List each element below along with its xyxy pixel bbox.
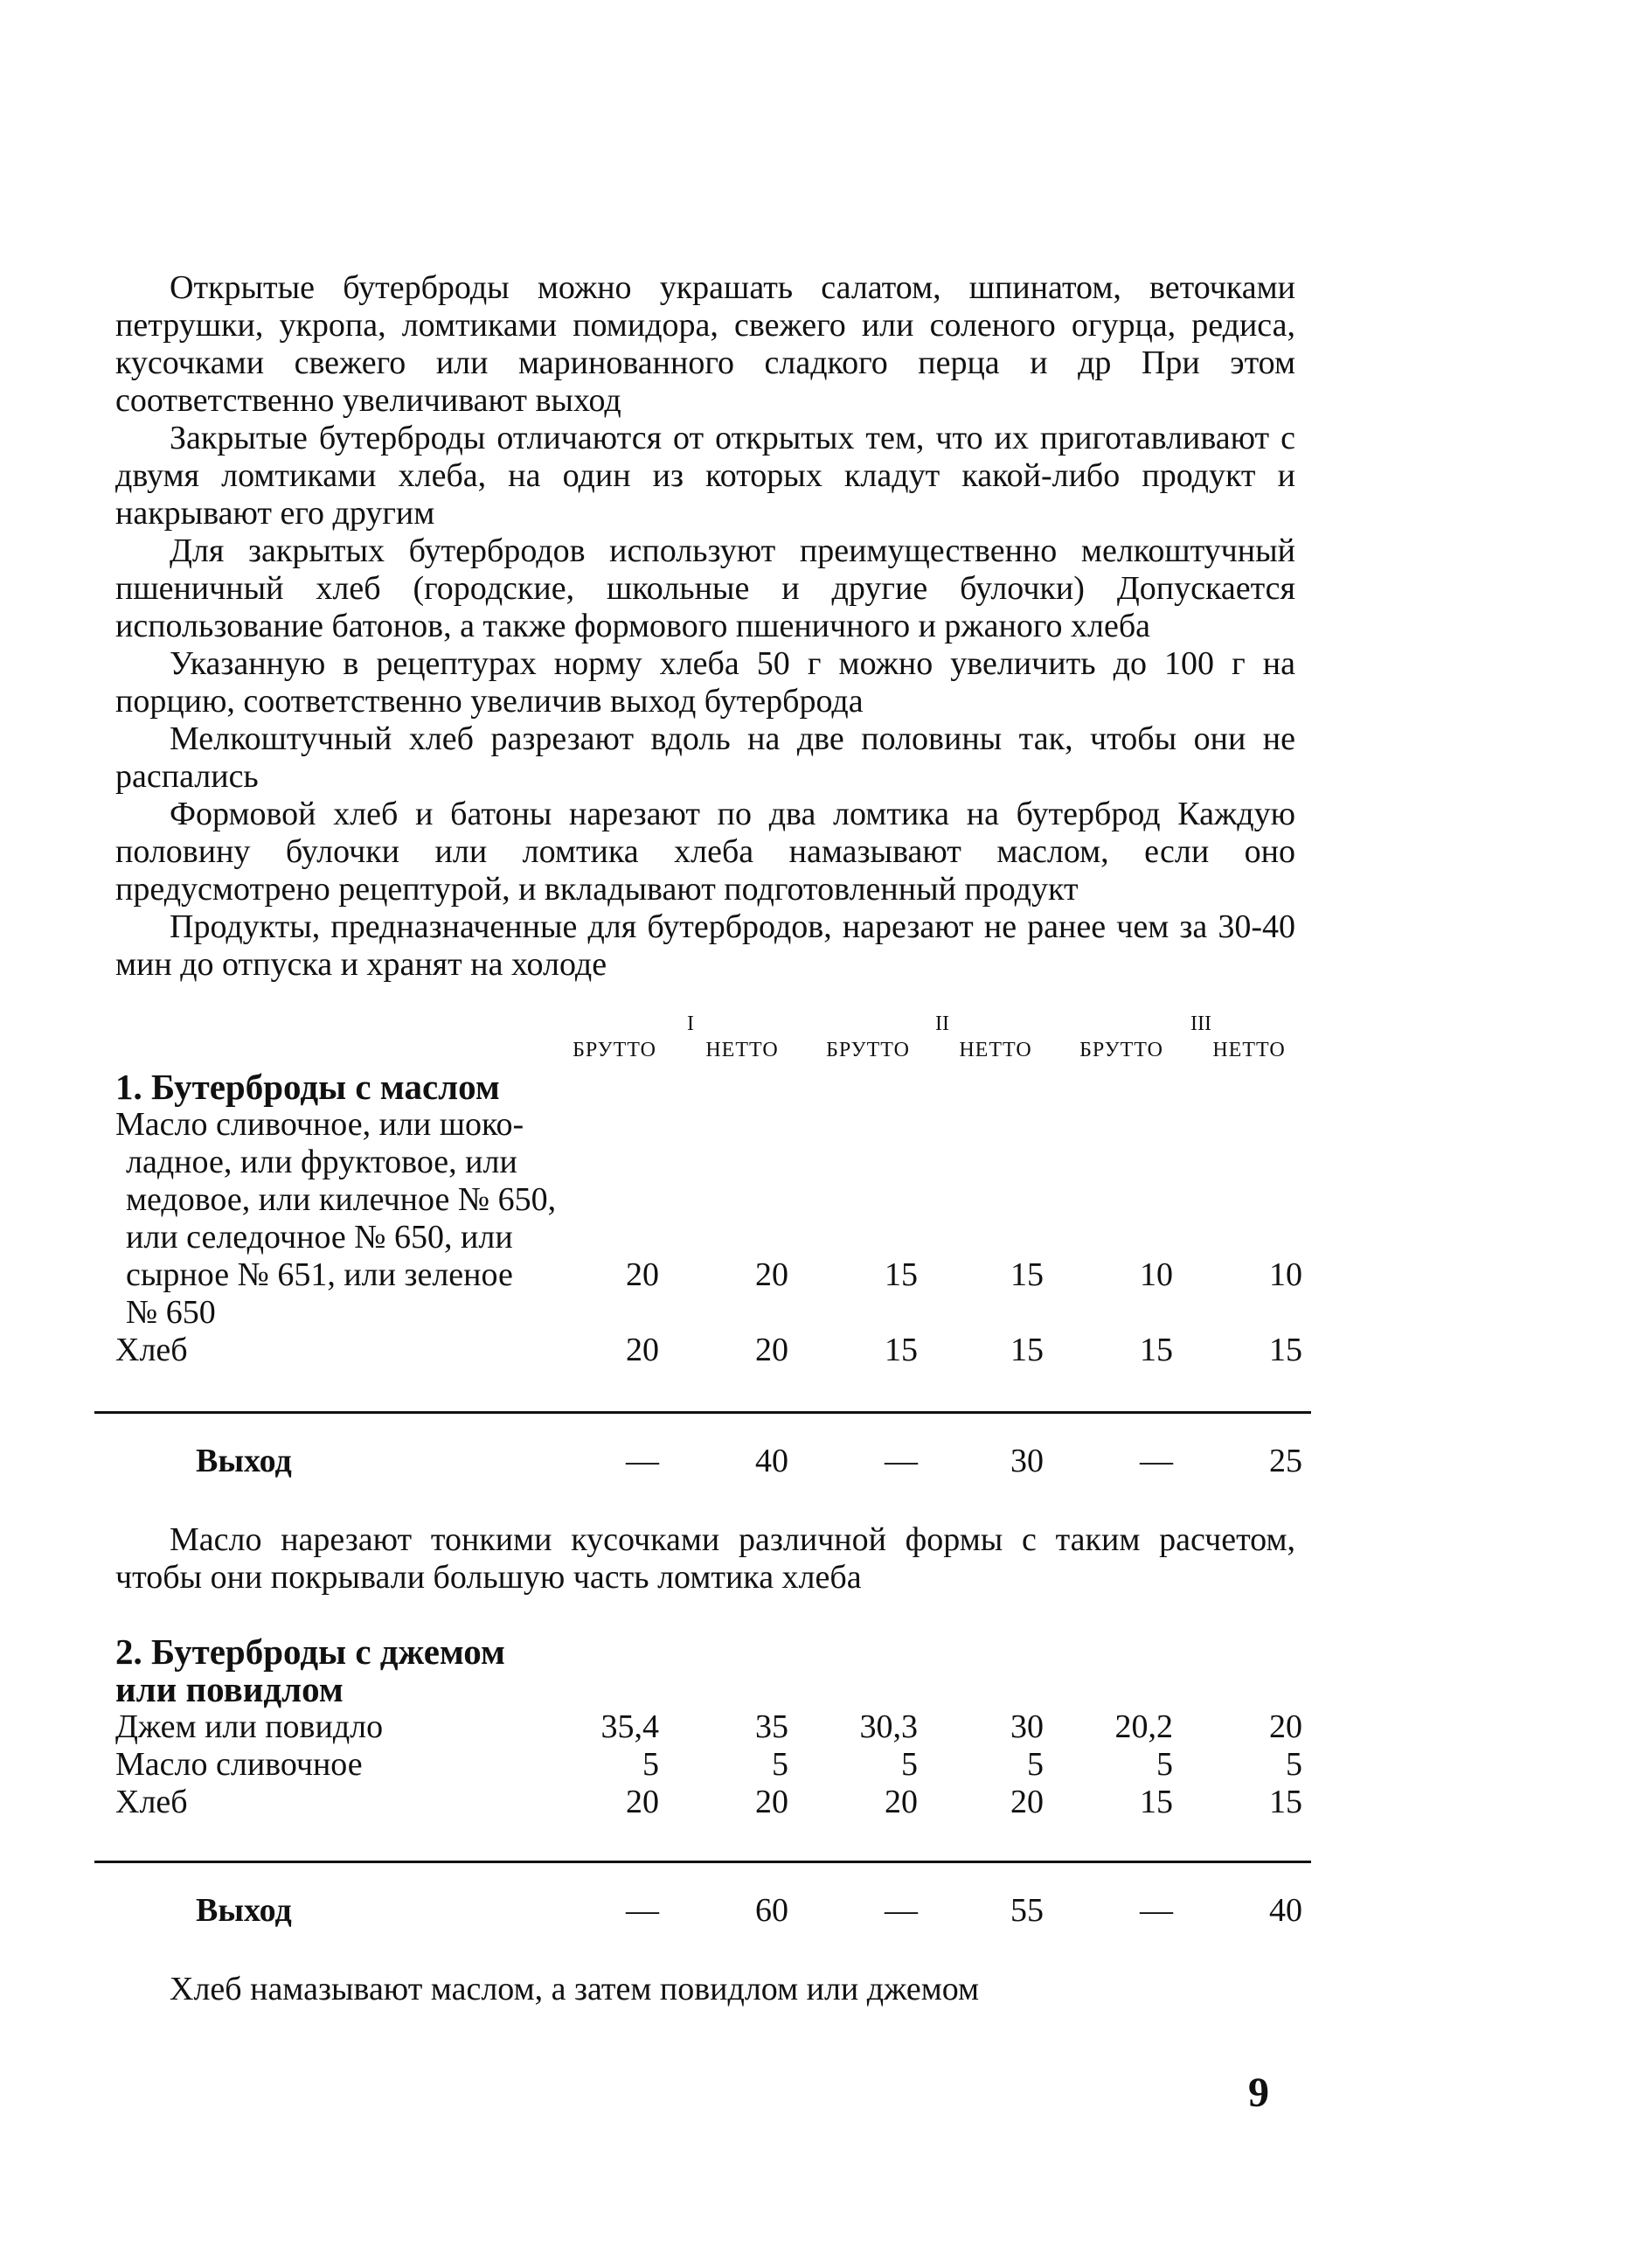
col-header-brutto: БРУТТО xyxy=(826,1039,910,1061)
table-row: Хлеб 20 20 20 20 15 15 xyxy=(115,1784,1302,1820)
recipe-title: 2. Бутерброды с джемом xyxy=(115,1631,505,1672)
col-header-netto: НЕТТО xyxy=(1212,1039,1286,1061)
paragraph: Открытые бутерброды можно украшать салатом, шпинатом, веточками петрушки, укропа, ломтиками помидора, свежего или соленого огурца, редиса, кусочками свежего или маринованного сладкого перца и др При этом соответственно увеличивают выход xyxy=(115,269,1295,419)
group-label-iii: III xyxy=(1190,1012,1211,1035)
col-header-brutto: БРУТТО xyxy=(1079,1039,1163,1061)
table-rule xyxy=(94,1411,1311,1414)
page-number: 9 xyxy=(1248,2070,1269,2116)
col-header-brutto: БРУТТО xyxy=(573,1039,656,1061)
group-label-i: I xyxy=(687,1012,694,1035)
recipe-2-note: Хлеб намазывают маслом, а затем повидлом или джемом xyxy=(170,1971,980,2007)
recipe-title: 1. Бутерброды с маслом xyxy=(115,1067,500,1107)
table-row: Джем или повидло 35,4 35 30,3 30 20,2 20 xyxy=(115,1708,1302,1745)
table-row: Хлеб 20 20 15 15 15 15 xyxy=(115,1332,1302,1368)
table-row: Масло сливочное 5 5 5 5 5 5 xyxy=(115,1746,1302,1783)
group-label-ii: II xyxy=(935,1012,949,1035)
paragraph: Для закрытых бутербродов используют преимущественно мелкоштучный пшеничный хлеб (городские, школьные и другие булочки) Допускается использование батонов, а также формового пшеничного и ржаного хлеба xyxy=(115,532,1295,644)
intro-text xyxy=(115,269,1295,984)
ingredient-butter-description: Масло сливочное, или шоко- ладное, или фруктовое, или медовое, или килечное № 650, или селедочное № 650, или сырное № 651, или зеленое № 650 xyxy=(115,1106,557,1331)
col-header-netto: НЕТТО xyxy=(705,1039,779,1061)
recipe-title-cont: или повидлом xyxy=(115,1669,344,1709)
paragraph: Указанную в рецептурах норму хлеба 50 г можно увеличить до 100 г на порцию, соответственно увеличив выход бутерброда xyxy=(115,645,1295,720)
paragraph: Формовой хлеб и батоны нарезают по два ломтика на бутерброд Каждую половину булочки или ломтика хлеба намазывают маслом, если оно предусмотрено рецептурой, и вкладывают подготовленный продукт xyxy=(115,796,1295,908)
table-row: 20 20 15 15 10 10 xyxy=(626,1256,1302,1293)
paragraph: Продукты, предназначенные для бутербродов, нарезают не ранее чем за 30-40 мин до отпуска и хранят на холоде xyxy=(115,908,1295,983)
paragraph: Мелкоштучный хлеб разрезают вдоль на две половины так, чтобы они не распались xyxy=(115,720,1295,795)
yield-row: Выход — 40 — 30 — 25 xyxy=(196,1443,1302,1479)
table-rule xyxy=(94,1861,1311,1863)
paragraph: Закрытые бутерброды отличаются от открытых тем, что их приготавливают с двумя ломтиками хлеба, на один из которых кладут какой-либо продукт и накрывают его другим xyxy=(115,420,1295,532)
recipe-1-note: Масло нарезают тонкими кусочками различной формы с таким расчетом, чтобы они покрывали большую часть ломтика хлеба xyxy=(115,1521,1295,1596)
col-header-netto: НЕТТО xyxy=(959,1039,1032,1061)
yield-row: Выход — 60 — 55 — 40 xyxy=(196,1892,1302,1929)
